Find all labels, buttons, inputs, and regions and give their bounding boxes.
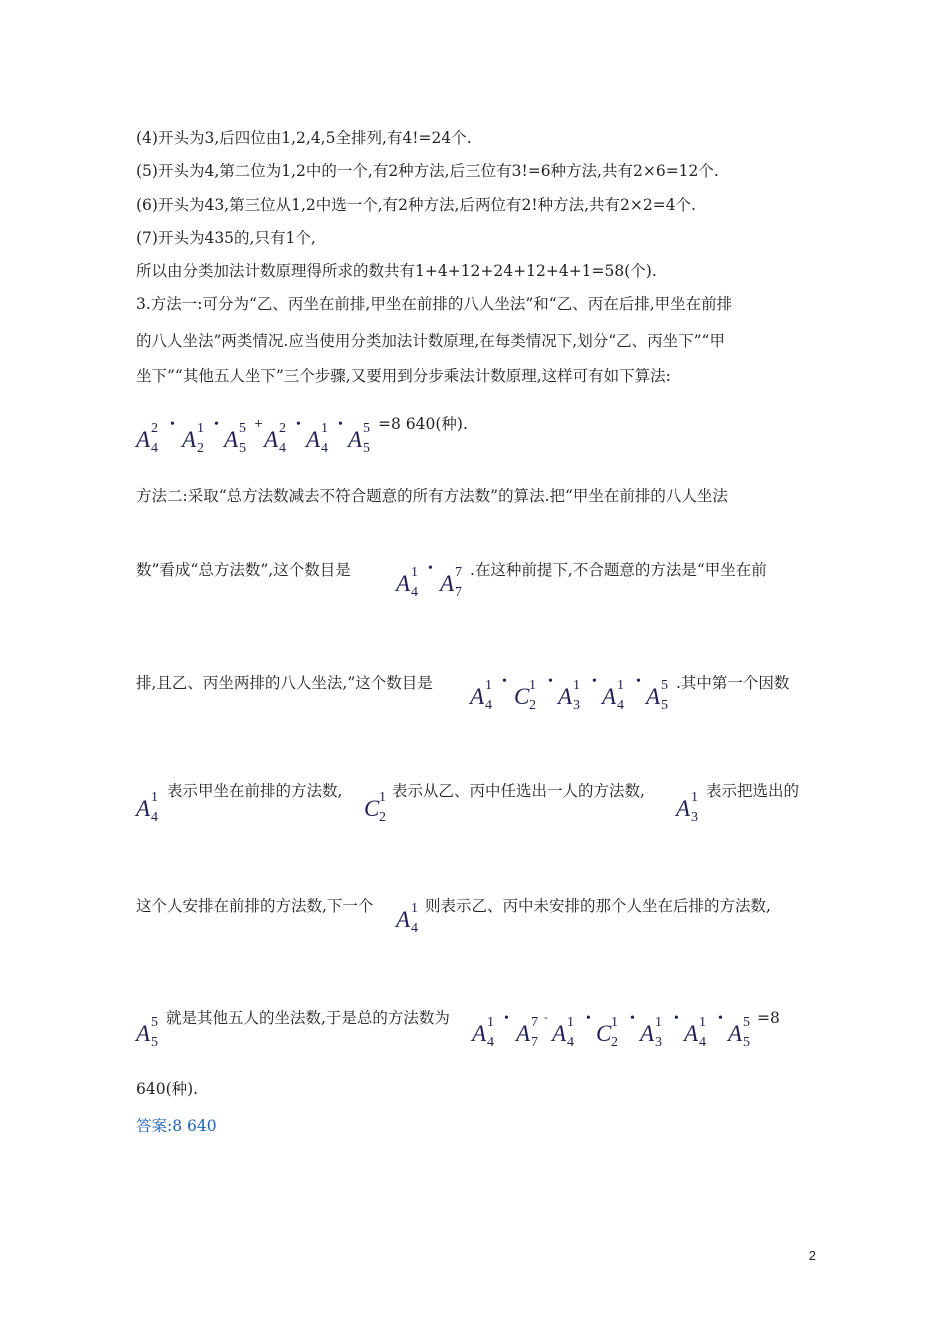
perm-a42: A 2 4: [136, 421, 158, 456]
method2-line-6a: 就是其他五人的坐法数,于是总的方法数为: [166, 1009, 450, 1027]
perm-a77: A 7 7: [440, 565, 462, 600]
comb-c21: C 1 2: [514, 678, 536, 713]
dot: •: [674, 1011, 679, 1026]
method2-line-4a: 表示甲坐在前排的方法数,: [167, 782, 343, 800]
method1-line-1: 3.方法一:可分为“乙、丙坐在前排,甲坐在前排的八人坐法”和“乙、丙在后排,甲坐在前排: [136, 295, 733, 313]
perm-a55: A 5 5: [136, 1015, 158, 1050]
dot: •: [636, 674, 641, 689]
dot: •: [338, 417, 343, 432]
method2-line-4c: 表示把选出的: [706, 782, 800, 800]
dot: •: [214, 417, 219, 432]
dot: •: [428, 561, 433, 576]
perm-a42: A 2 4: [264, 421, 286, 456]
equation-result: =8 640(种).: [378, 415, 468, 433]
method1-line-3: 坐下”“其他五人坐下”三个步骤,又要用到分步乘法计数原理,这样可有如下算法:: [136, 367, 671, 385]
perm-a41: A 1 4: [306, 421, 328, 456]
method2-line-3b: .其中第一个因数: [676, 674, 790, 692]
equation-result: =8: [757, 1009, 780, 1027]
perm-a55: A 5 5: [224, 421, 246, 456]
page-number: 2: [808, 1248, 816, 1263]
perm-a55: A 5 5: [348, 421, 370, 456]
perm-a21: A 1 2: [182, 421, 204, 456]
perm-a41: A 1 4: [684, 1015, 706, 1050]
dot: •: [296, 417, 301, 432]
method2-line-5b: 则表示乙、丙中未安排的那个人坐在后排的方法数,: [425, 897, 771, 915]
method2-line-2b: .在这种前提下,不合题意的方法是“甲坐在前: [470, 561, 767, 579]
method2-line-5a: 这个人安排在前排的方法数,下一个: [136, 897, 374, 915]
perm-a41: A 1 4: [552, 1015, 574, 1050]
perm-a41: A 1 4: [470, 678, 492, 713]
text-line-4: (4)开头为3,后四位由1,2,4,5全排列,有4!=24个.: [136, 129, 472, 147]
dot: •: [170, 417, 175, 432]
perm-a41: A 1 4: [472, 1015, 494, 1050]
perm-a55: A 5 5: [646, 678, 668, 713]
perm-a41: A 1 4: [396, 565, 418, 600]
method2-line-7: 640(种).: [136, 1080, 199, 1098]
method2-line-2a: 数”看成“总方法数”,这个数目是: [136, 561, 351, 579]
method1-line-2: 的八人坐法”两类情况.应当使用分类加法计数原理,在每类情况下,划分“乙、丙坐下”“甲: [136, 332, 725, 350]
perm-a41: A 1 4: [136, 790, 158, 825]
answer-line: 答案:8 640: [136, 1117, 217, 1135]
perm-a41: A 1 4: [396, 901, 418, 936]
dot: •: [548, 674, 553, 689]
method2-line-1: 方法二:采取“总方法数减去不符合题意的所有方法数”的算法.把“甲坐在前排的八人坐法: [136, 487, 728, 505]
perm-a31: A 1 3: [640, 1015, 662, 1050]
method2-line-3a: 排,且乙、丙坐两排的八人坐法,”这个数目是: [136, 674, 433, 692]
comb-c21: C 1 2: [364, 790, 386, 825]
method2-line-4b: 表示从乙、丙中任选出一人的方法数,: [392, 782, 645, 800]
text-line-6: (6)开头为43,第三位从1,2中选一个,有2种方法,后两位有2!种方法,共有2×2=4个.: [136, 196, 696, 214]
text-line-7: (7)开头为435的,只有1个,: [136, 229, 316, 247]
dot: •: [630, 1011, 635, 1026]
perm-a31: A 1 3: [558, 678, 580, 713]
text-line-sum: 所以由分类加法计数原理得所求的数共有1+4+12+24+12+4+1=58(个).: [136, 262, 657, 280]
plus-sign: +: [254, 417, 264, 430]
minus-sign: -: [544, 1011, 548, 1024]
perm-a31: A 1 3: [676, 790, 698, 825]
perm-a41: A 1 4: [602, 678, 624, 713]
dot: •: [718, 1011, 723, 1026]
comb-c21: C 1 2: [596, 1015, 618, 1050]
perm-a77: A 7 7: [516, 1015, 538, 1050]
dot: •: [502, 674, 507, 689]
dot: •: [504, 1011, 509, 1026]
perm-a55: A 5 5: [728, 1015, 750, 1050]
dot: •: [592, 674, 597, 689]
dot: •: [586, 1011, 591, 1026]
text-line-5: (5)开头为4,第二位为1,2中的一个,有2种方法,后三位有3!=6种方法,共有2×6=12个.: [136, 162, 719, 180]
